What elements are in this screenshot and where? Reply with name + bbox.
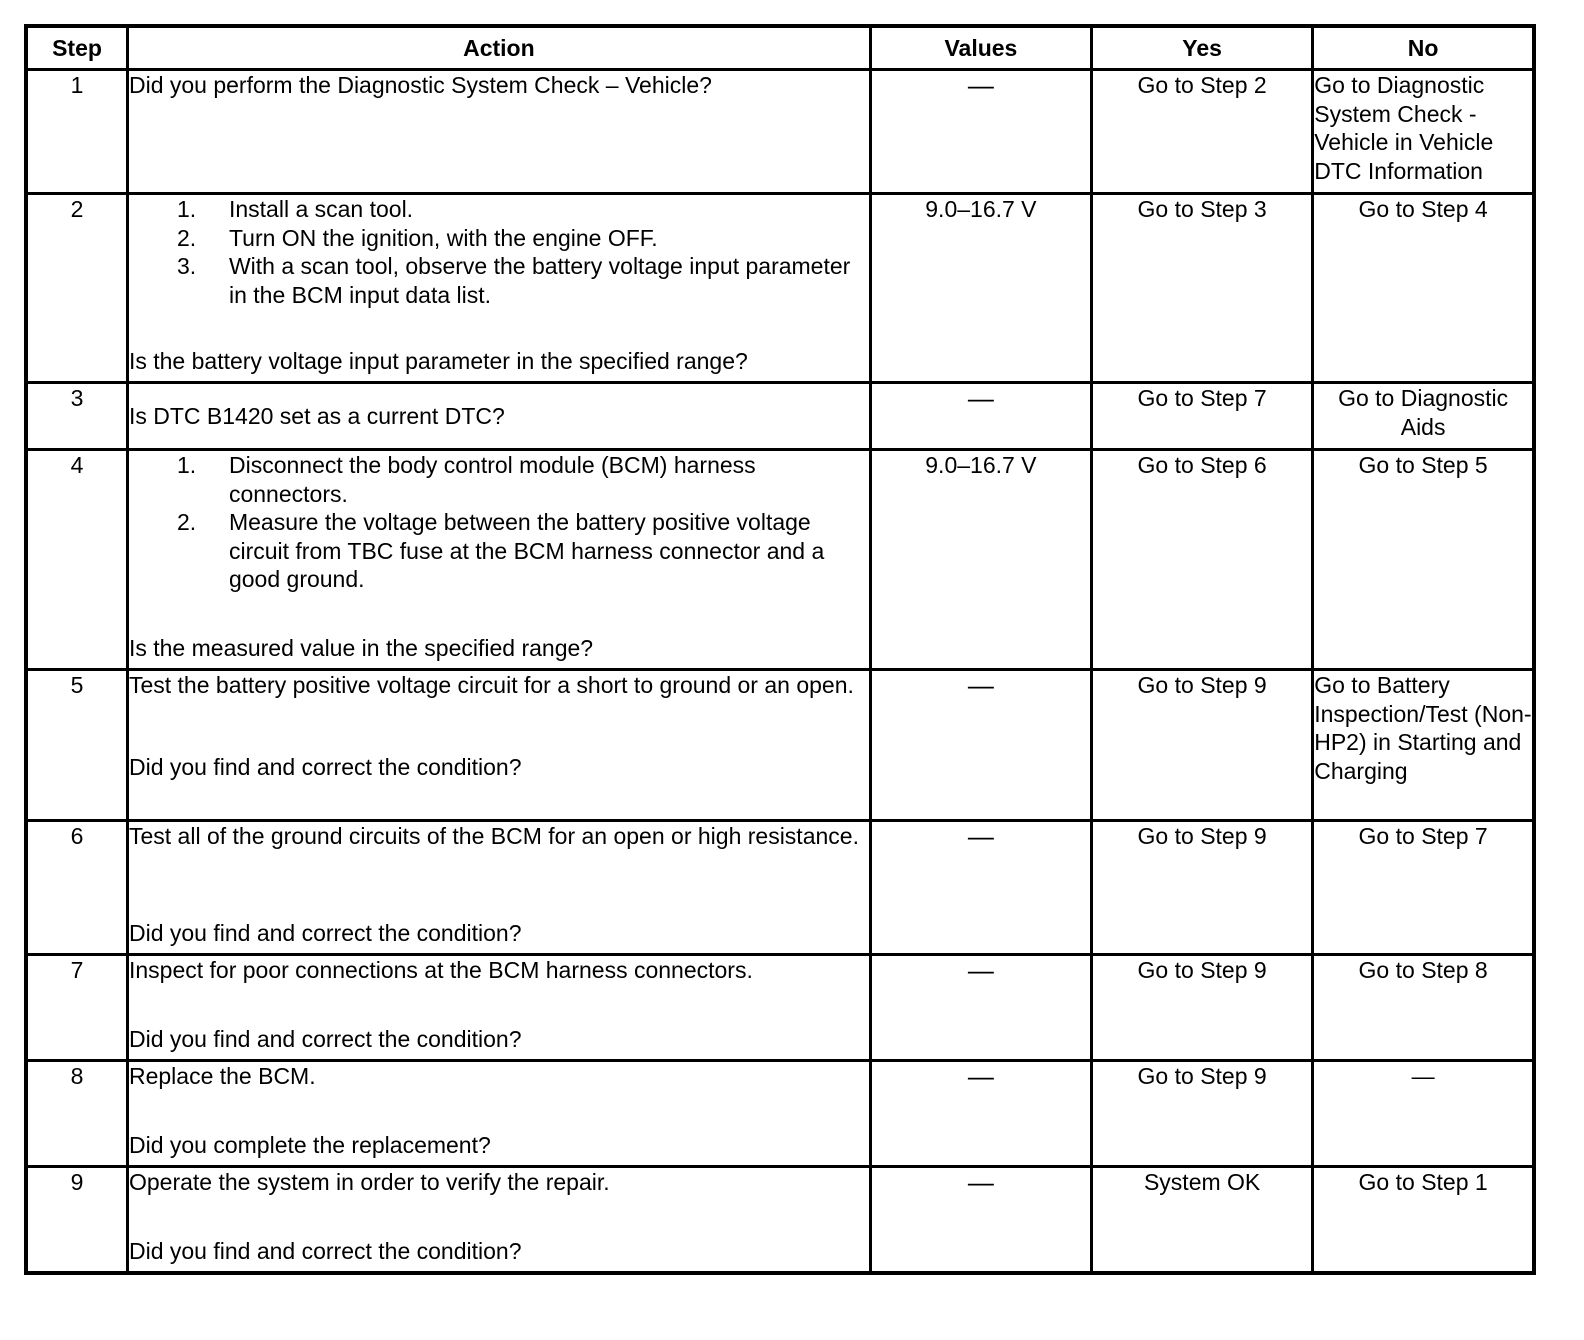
yes-cell: Go to Step 9 xyxy=(1092,955,1313,1061)
table-row xyxy=(26,1167,1534,1274)
action-text: Inspect for poor connections at the BCM harness connectors. xyxy=(128,957,753,983)
header-step: Step xyxy=(26,26,127,70)
header-yes: Yes xyxy=(1092,26,1313,70)
table-row xyxy=(26,955,1534,1061)
step-number: 3 xyxy=(26,383,127,450)
value-text: — xyxy=(967,821,994,851)
action-text: Test all of the ground circuits of the BCM for an open or high resistance. xyxy=(128,823,859,849)
value-cell xyxy=(870,670,1091,821)
table-row xyxy=(26,383,1534,450)
header-values: Values xyxy=(870,26,1091,70)
step-number: 8 xyxy=(26,1061,127,1167)
value-text: — xyxy=(967,1061,994,1091)
value-cell xyxy=(870,1167,1091,1274)
substep: 1. Disconnect the body control module (BCM) harness connectors. xyxy=(176,452,756,507)
value-text: — xyxy=(967,383,994,413)
action-question: Did you find and correct the condition? xyxy=(128,1025,522,1052)
action-text: Is DTC B1420 set as a current DTC? xyxy=(128,402,505,429)
value-text: — xyxy=(967,70,994,100)
step-number: 1 xyxy=(26,70,127,194)
action-cell xyxy=(127,383,870,450)
substep: 1. Install a scan tool. xyxy=(176,196,414,222)
yes-cell: Go to Step 7 xyxy=(1092,383,1313,450)
action-cell xyxy=(127,1061,870,1167)
table-row xyxy=(26,1061,1534,1167)
no-cell: Go to Step 8 xyxy=(1313,955,1534,1061)
value-cell xyxy=(870,1061,1091,1167)
no-cell: — xyxy=(1313,1061,1534,1167)
table-row xyxy=(26,670,1534,821)
value-cell xyxy=(870,821,1091,955)
value-cell xyxy=(870,70,1091,194)
step-number: 5 xyxy=(26,670,127,821)
action-cell xyxy=(127,670,870,821)
action-text: Operate the system in order to verify the repair. xyxy=(128,1169,610,1195)
yes-cell: Go to Step 9 xyxy=(1092,670,1313,821)
table-row xyxy=(26,70,1534,194)
action-cell xyxy=(127,1167,870,1274)
value-text: 9.0–16.7 V xyxy=(925,452,1037,478)
value-text: — xyxy=(967,670,994,700)
value-text: — xyxy=(967,955,994,985)
no-cell: Go to Diagnostic System Check - Vehicle in Vehicle DTC Information xyxy=(1313,70,1534,194)
no-cell: Go to Step 1 xyxy=(1313,1167,1534,1274)
step-number: 6 xyxy=(26,821,127,955)
table-row xyxy=(26,450,1534,670)
yes-cell: Go to Step 6 xyxy=(1092,450,1313,670)
action-text: Test the battery positive voltage circuit for a short to ground or an open. xyxy=(128,672,854,698)
no-cell: Go to Battery Inspection/Test (Non-HP2) in Starting and Charging xyxy=(1313,670,1534,821)
substep-list xyxy=(129,195,869,309)
header-row xyxy=(26,26,1534,70)
action-cell xyxy=(127,955,870,1061)
table-row xyxy=(26,194,1534,383)
value-text: — xyxy=(967,1167,994,1197)
action-question: Did you find and correct the condition? xyxy=(128,1237,522,1264)
substep: 2. Turn ON the ignition, with the engine OFF. xyxy=(176,224,658,251)
value-cell xyxy=(870,955,1091,1061)
action-cell xyxy=(127,450,870,670)
substep: 3. With a scan tool, observe the battery voltage input parameter in the BCM input data list. xyxy=(176,253,851,308)
substep-list xyxy=(129,451,869,594)
yes-cell: System OK xyxy=(1092,1167,1313,1274)
step-number: 9 xyxy=(26,1167,127,1274)
action-cell xyxy=(127,194,870,383)
yes-cell: Go to Step 3 xyxy=(1092,194,1313,383)
no-cell: Go to Step 7 xyxy=(1313,821,1534,955)
action-text: Replace the BCM. xyxy=(128,1063,316,1089)
step-number: 4 xyxy=(26,450,127,670)
value-cell xyxy=(870,194,1091,383)
action-cell xyxy=(127,70,870,194)
value-text: 9.0–16.7 V xyxy=(925,196,1037,222)
diagnostic-table xyxy=(24,24,1536,1275)
table-row xyxy=(26,821,1534,955)
action-text: Did you perform the Diagnostic System Check – Vehicle? xyxy=(128,72,712,98)
action-cell xyxy=(127,821,870,955)
value-cell xyxy=(870,450,1091,670)
action-question: Did you find and correct the condition? xyxy=(128,919,522,946)
action-question: Did you complete the replacement? xyxy=(128,1131,491,1158)
no-cell: Go to Diagnostic Aids xyxy=(1313,383,1534,450)
substep: 2. Measure the voltage between the battery positive voltage circuit from TBC fuse at the BCM harness connector and a good ground. xyxy=(176,509,825,592)
action-question: Is the battery voltage input parameter in the specified range? xyxy=(128,347,748,374)
step-number: 7 xyxy=(26,955,127,1061)
value-cell xyxy=(870,383,1091,450)
header-action: Action xyxy=(127,26,870,70)
no-cell: Go to Step 4 xyxy=(1313,194,1534,383)
yes-cell: Go to Step 9 xyxy=(1092,1061,1313,1167)
step-number: 2 xyxy=(26,194,127,383)
header-no: No xyxy=(1313,26,1534,70)
yes-cell: Go to Step 2 xyxy=(1092,70,1313,194)
action-question: Did you find and correct the condition? xyxy=(128,753,522,780)
action-question: Is the measured value in the specified range? xyxy=(128,634,594,661)
no-cell: Go to Step 5 xyxy=(1313,450,1534,670)
yes-cell: Go to Step 9 xyxy=(1092,821,1313,955)
